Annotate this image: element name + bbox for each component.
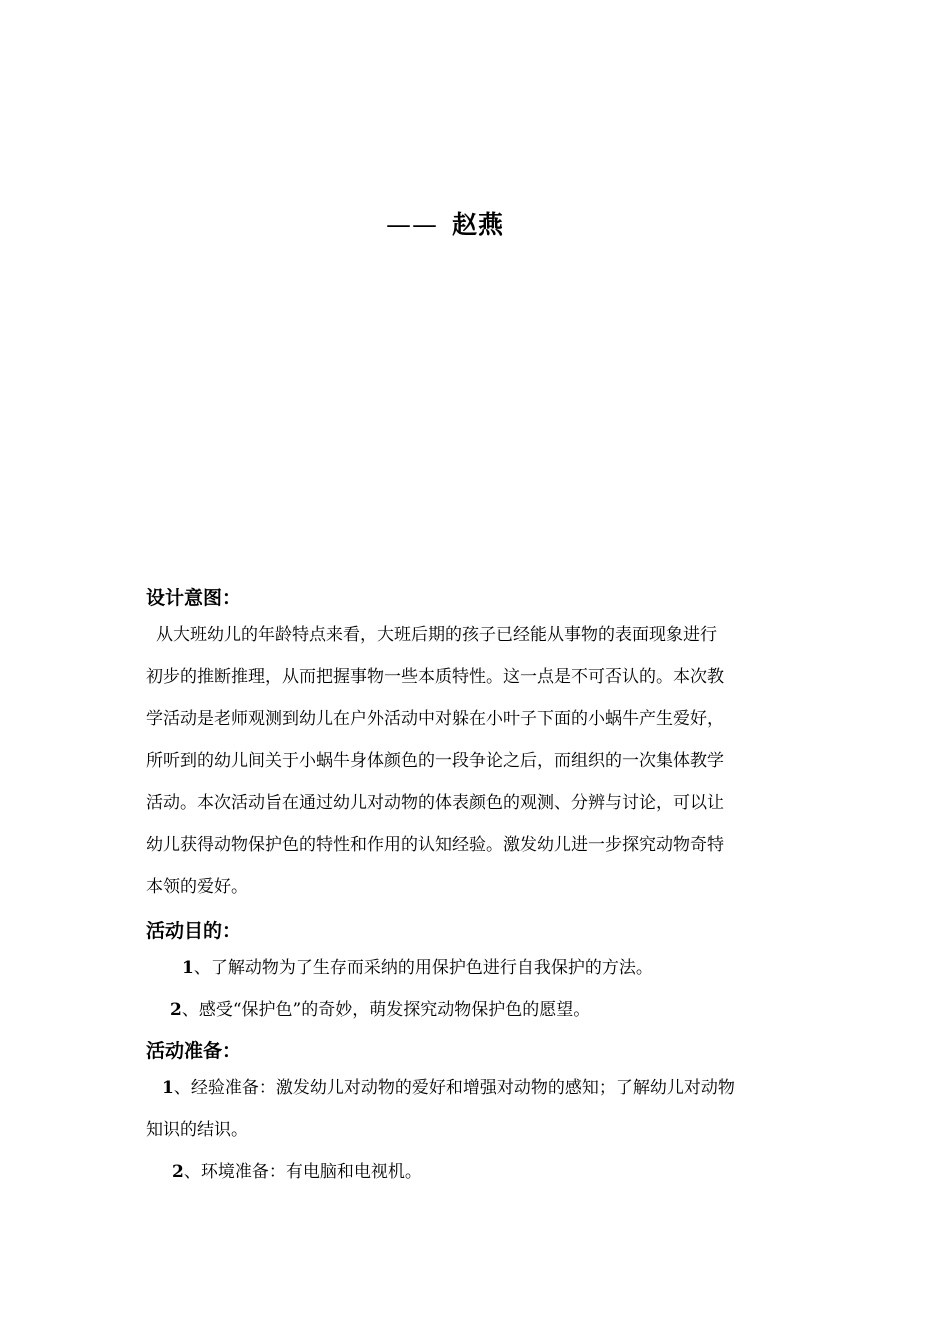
goal-item bbox=[146, 947, 808, 989]
paragraph-line: 所听到的幼儿间关于小蜗牛身体颜色的一段争论之后，而组织的一次集体教学 bbox=[146, 751, 724, 771]
goals-heading: 活动目的： bbox=[146, 920, 242, 942]
goal-item bbox=[146, 989, 808, 1031]
paragraph-line: 初步的推断推理，从而把握事物一些本质特性。这一点是不可否认的。本次教 bbox=[146, 667, 724, 687]
design-intent-heading: 设计意图： bbox=[146, 587, 242, 609]
paragraph-line: 本领的爱好。 bbox=[146, 877, 248, 897]
author-line bbox=[386, 205, 504, 241]
paragraph-line: 幼儿获得动物保护色的特性和作用的认知经验。激发幼儿进一步探究动物奇特 bbox=[146, 835, 724, 855]
prep-item-1-line-1 bbox=[146, 1067, 808, 1109]
preparation-list bbox=[146, 1067, 808, 1193]
goal-text: 、感受“保护色”的奇妙，萌发探究动物保护色的愿望。 bbox=[181, 1000, 591, 1020]
goal-number: 2 bbox=[170, 1000, 182, 1020]
author-name: 赵燕 bbox=[452, 210, 505, 239]
goal-number: 1 bbox=[182, 958, 194, 978]
prep-item-2 bbox=[146, 1151, 808, 1193]
goals-list bbox=[146, 947, 808, 1031]
prep-text: 、经验准备：激发幼儿对动物的爱好和增强对动物的感知；了解幼儿对动物 bbox=[173, 1078, 735, 1098]
goal-text: 、了解动物为了生存而采纳的用保护色进行自我保护的方法。 bbox=[193, 958, 653, 978]
preparation-heading: 活动准备： bbox=[146, 1040, 242, 1062]
prep-number: 2 bbox=[172, 1162, 184, 1182]
paragraph-line: 学活动是老师观测到幼儿在户外活动中对躲在小叶子下面的小蜗牛产生爱好， bbox=[146, 709, 724, 729]
prep-text: 、环境准备：有电脑和电视机。 bbox=[183, 1162, 422, 1182]
paragraph-line: 活动。本次活动旨在通过幼儿对动物的体表颜色的观测、分辨与讨论，可以让 bbox=[146, 793, 724, 813]
prep-number: 1 bbox=[162, 1078, 174, 1098]
paragraph-line: 从大班幼儿的年龄特点来看，大班后期的孩子已经能从事物的表面现象进行 bbox=[156, 625, 717, 645]
design-intent-paragraph bbox=[146, 614, 808, 908]
author-dash: —— bbox=[386, 210, 438, 239]
prep-item-1-line-2: 知识的结识。 bbox=[146, 1120, 248, 1140]
